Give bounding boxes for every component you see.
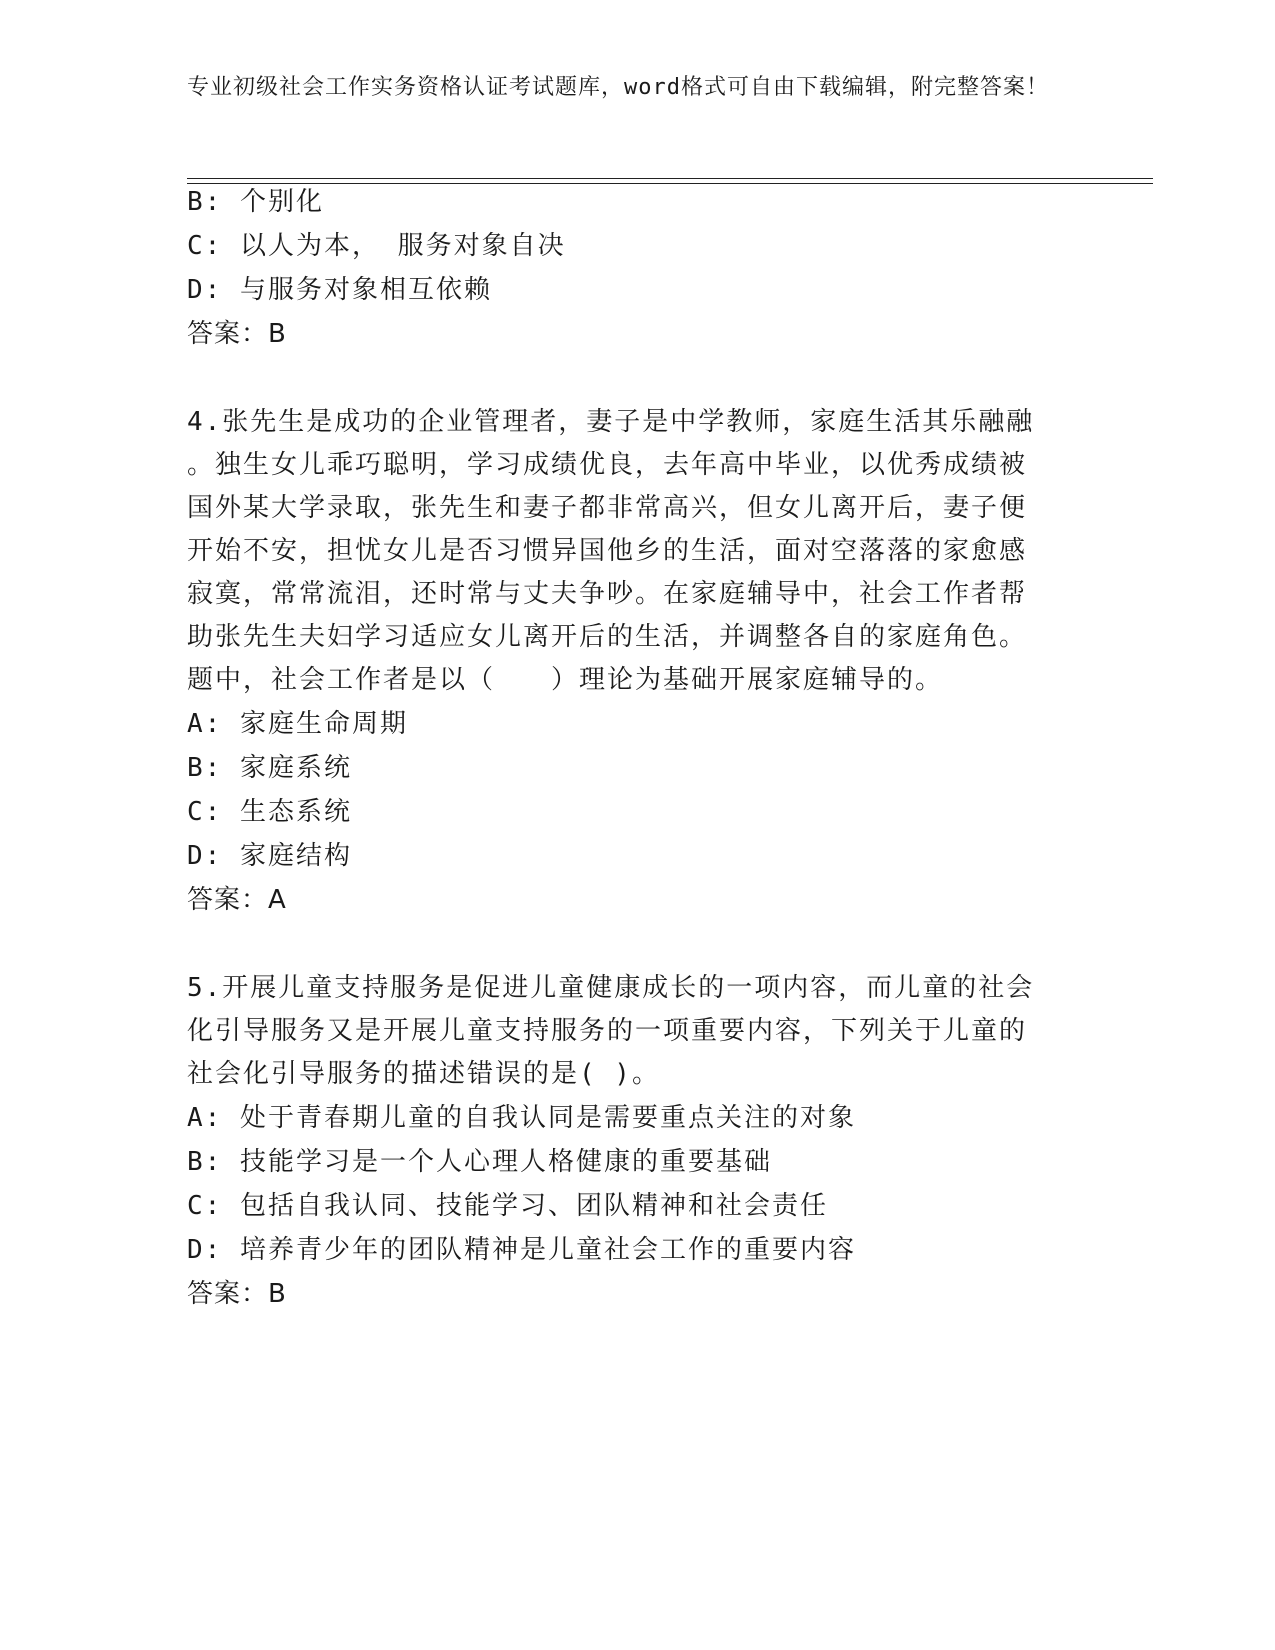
q3-option-c [187, 228, 566, 264]
q4-stem-line: 国外某大学录取，张先生和妻子都非常高兴，但女儿离开后，妻子便 [187, 493, 1028, 523]
option-text: 处于青春期儿童的自我认同是需要重点关注的对象 [239, 1103, 856, 1133]
option-label: C: [187, 797, 223, 827]
q3-option-d [187, 272, 492, 308]
q5-stem-line: 化引导服务又是开展儿童支持服务的一项重要内容，下列关于儿童的 [187, 1016, 1028, 1046]
option-text: 生态系统 [239, 797, 352, 827]
q4-stem-line: 寂寞，常常流泪，还时常与丈夫争吵。在家庭辅导中，社会工作者帮 [187, 579, 1028, 609]
option-label: B: [187, 1147, 223, 1177]
q5-option-b [187, 1144, 772, 1180]
page-header: 专业初级社会工作实务资格认证考试题库，word格式可自由下载编辑，附完整答案！ [187, 75, 1049, 100]
q3-answer: 答案：B [187, 319, 287, 349]
q5-option-c [187, 1188, 828, 1224]
q5-option-d [187, 1232, 856, 1268]
q4-option-d [187, 838, 352, 874]
option-text: 技能学习是一个人心理人格健康的重要基础 [239, 1147, 772, 1177]
q4-answer: 答案：A [187, 885, 287, 915]
option-text: 个别化 [239, 187, 324, 217]
q5-stem-line: 5.开展儿童支持服务是促进儿童健康成长的一项内容，而儿童的社会 [187, 973, 1035, 1003]
q4-option-b [187, 750, 352, 786]
q5-stem-line: 社会化引导服务的描述错误的是( )。 [187, 1059, 660, 1089]
q4-stem-line: 。独生女儿乖巧聪明，学习成绩优良，去年高中毕业，以优秀成绩被 [187, 450, 1028, 480]
q3-option-b [187, 184, 324, 220]
option-label: A: [187, 709, 223, 739]
option-text: 家庭生命周期 [239, 709, 408, 739]
option-text: 以人为本， 服务对象自决 [239, 231, 566, 261]
q4-stem-line: 4.张先生是成功的企业管理者，妻子是中学教师，家庭生活其乐融融 [187, 407, 1035, 437]
option-text: 包括自我认同、技能学习、团队精神和社会责任 [239, 1191, 828, 1221]
q4-option-c [187, 794, 352, 830]
header-divider-top [187, 178, 1153, 179]
q5-option-a [187, 1100, 856, 1136]
option-text: 家庭系统 [239, 753, 352, 783]
option-label: B: [187, 187, 223, 217]
option-label: C: [187, 1191, 223, 1221]
option-text: 与服务对象相互依赖 [239, 275, 492, 305]
option-text: 家庭结构 [239, 841, 352, 871]
option-label: D: [187, 275, 223, 305]
option-label: A: [187, 1103, 223, 1133]
q4-stem-line: 开始不安，担忧女儿是否习惯异国他乡的生活，面对空落落的家愈感 [187, 536, 1028, 566]
header-divider-bottom [187, 183, 1153, 184]
q4-stem-line: 助张先生夫妇学习适应女儿离开后的生活，并调整各自的家庭角色。 [187, 622, 1028, 652]
option-text: 培养青少年的团队精神是儿童社会工作的重要内容 [239, 1235, 856, 1265]
option-label: D: [187, 1235, 223, 1265]
option-label: B: [187, 753, 223, 783]
q5-answer: 答案：B [187, 1279, 287, 1309]
q4-stem-line: 题中，社会工作者是以（ ）理论为基础开展家庭辅导的。 [187, 665, 944, 695]
option-label: C: [187, 231, 223, 261]
option-label: D: [187, 841, 223, 871]
q4-option-a [187, 706, 408, 742]
